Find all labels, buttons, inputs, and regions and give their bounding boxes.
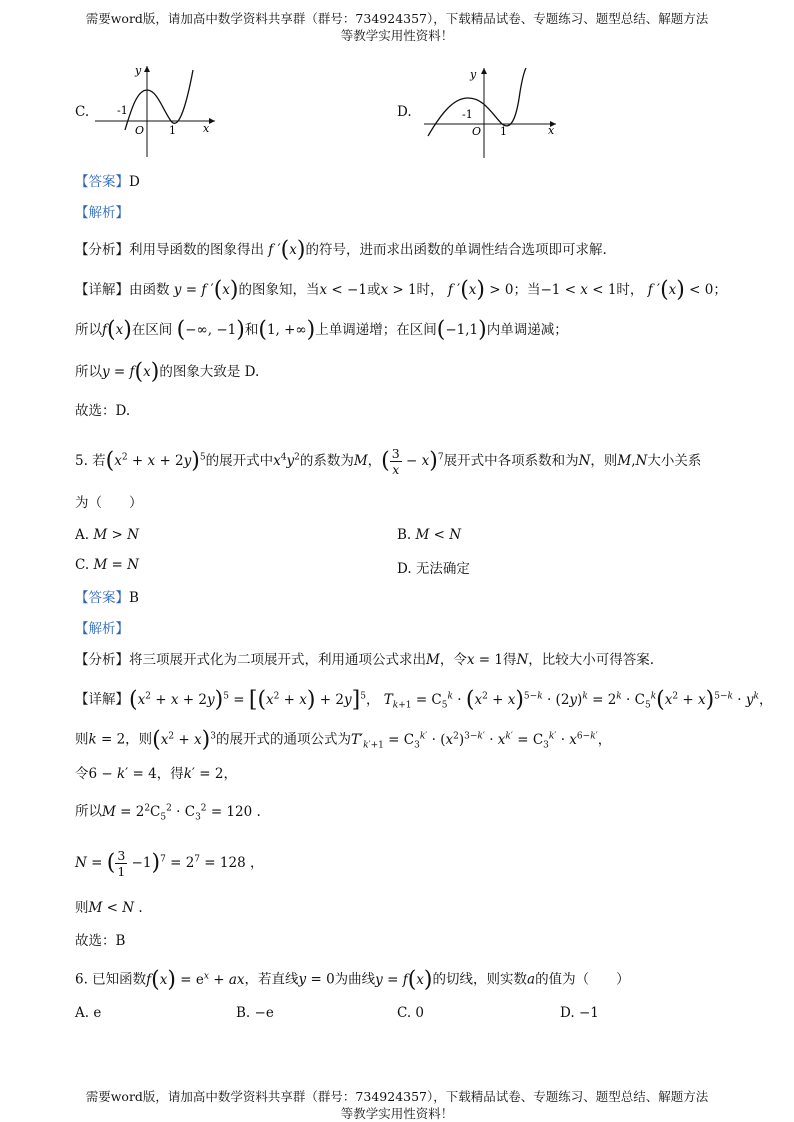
math-range: −1 < x < 1 <box>540 282 617 298</box>
math-k-eq-2: k = 2 <box>88 731 126 748</box>
math-y-eq-fx: y = f(x) <box>102 359 160 385</box>
q5-t-a: 的展开式中 <box>205 453 274 469</box>
graph-option-c <box>95 62 220 162</box>
q5-option-d[interactable]: D. 无法确定 <box>397 561 470 577</box>
q4-d2-c: 和 <box>244 322 259 338</box>
q6-option-a-value: e <box>93 1005 102 1021</box>
q5-fenxi-line <box>75 650 654 670</box>
q6-option-a-label: A. <box>75 1005 90 1021</box>
q6-num: 6. 已知函数 <box>75 971 147 988</box>
q4-fenxi-text-b: 的符号，进而求出函数的单调性结合选项即可求解. <box>305 242 607 258</box>
math-x-lt-neg1: x < −1 <box>319 282 367 298</box>
q4-guxuan: 故选：D. <box>75 403 131 419</box>
q5-t-c: 展开式中各项系数和为 <box>443 453 579 469</box>
math-M: M， <box>353 453 382 469</box>
q5-fenxi-a: 将三项展开式化为二项展开式，利用通项公式求出 <box>129 652 426 668</box>
q4-answer: D <box>129 174 140 190</box>
math-binom-cubed: $(x^2 + x)^3$ <box>152 727 216 752</box>
option-d-label: D. <box>397 104 412 120</box>
q5-answer: B <box>129 590 139 606</box>
q5-detail-line-4 <box>75 798 261 827</box>
q5-fenxi-d: ，比较大小可得答案. <box>528 652 655 668</box>
q4-d2-b: 在区间 <box>131 322 173 338</box>
math-6-minus-k: 6 − k′ = 4 <box>88 766 157 782</box>
q4-d2-a: 所以 <box>75 322 102 338</box>
graph-d-y-label: y <box>470 68 477 81</box>
math-expansion: $(x^2 + x + 2y)^5 = [(x^2 + x) + 2y]^5$， $T_{k+1} = C_5^k \cdot (x^2 + x)^{5-k} \cdot (2y)^k = 2^k \cdot C_5^k(x^2 + x)^{5-k} \cdot y^k$， <box>129 687 773 712</box>
q4-d2-d: 上单调递增；在区间 <box>315 322 437 338</box>
header-notice <box>0 10 794 44</box>
q4-fenxi-line <box>75 237 607 263</box>
math-interval-3: (−1,1) <box>436 317 487 343</box>
fenxi-tag: 【分析】 <box>75 652 129 668</box>
math-M-gt-N: M > N <box>93 527 139 543</box>
q5-guxuan: 故选：B <box>75 933 126 949</box>
q4-d3-b: 的图象大致是 D. <box>159 364 260 380</box>
q5-num: 5. 若 <box>75 453 106 469</box>
option-c-label: C. <box>75 104 90 120</box>
footer-notice <box>0 1088 794 1122</box>
header-line-1: 需要word版，请加高中数学资料共享群（群号：734924357），下载精品试卷、专题练习、题型总结、解题方法 <box>85 11 709 26</box>
math-M-value: $M = 2^2C_5^2 \cdot C_3^2 = 120$ . <box>102 803 261 823</box>
math-fprime: f ′(x) <box>268 237 306 263</box>
q5-t-b: 的系数为 <box>299 453 354 469</box>
math-N2: N <box>516 652 529 668</box>
q5-analysis-tag-line <box>75 619 129 639</box>
q5-l4-a: 所以 <box>75 803 102 820</box>
q6-option-b[interactable] <box>236 1005 274 1021</box>
math-y-eq-fprime: y = f ′(x) <box>173 277 239 303</box>
graph-c-one: 1 <box>169 124 176 137</box>
footer-line-2: 等教学实用性资料！ <box>340 1106 454 1121</box>
q5-option-a[interactable] <box>75 527 139 543</box>
math-x-eq-1: x = 1 <box>466 652 503 668</box>
graph-d-origin: O <box>472 125 482 138</box>
q6-option-b-label: B. <box>236 1005 251 1021</box>
graph-c-x-label: x <box>203 122 210 135</box>
q4-d1-c: 或 <box>366 282 381 298</box>
q5-l6-a: 则 <box>75 900 89 916</box>
math-interval-1: (−∞, −1) <box>176 317 245 343</box>
q6-option-d-label: D. <box>560 1005 575 1021</box>
math-x-gt-1: x > 1 <box>380 282 417 298</box>
footer-line-1: 需要word版，请加高中数学资料共享群（群号：734924357），下载精品试卷、专题练习、题型总结、解题方法 <box>85 1089 709 1104</box>
analysis-tag: 【解析】 <box>75 205 129 221</box>
q6-t-c: 的切线，则实数 <box>432 971 528 988</box>
q4-d1-b: 的图象知，当 <box>238 282 320 298</box>
xiangjie-tag: 【详解】 <box>75 691 129 708</box>
graph-d-x-label: x <box>548 124 555 137</box>
q5-detail-line-6 <box>75 898 143 918</box>
graph-c-neg-one: -1 <box>117 104 128 117</box>
graph-c-y-label: y <box>135 64 142 77</box>
math-M-lt-N-2: M < N . <box>88 900 143 916</box>
q5-l2-b: ，则 <box>125 731 153 748</box>
q5-detail-line-2 <box>75 726 611 755</box>
q5-option-a-label: A. <box>75 527 90 543</box>
math-M-lt-N: M < N <box>415 527 462 543</box>
math-fprime-lt0: f ′(x) < 0 <box>647 277 714 303</box>
math-fx: f(x) <box>102 317 132 343</box>
math-binom-3x: ( $\frac{3}{x}$ − x)$^7$ <box>381 446 444 477</box>
answer-tag: 【答案】 <box>75 174 129 190</box>
math-N-value: N = ( $\frac{3}{1}$ $-1)^7 = 2^7 = 128$ ， <box>75 848 264 879</box>
math-M-eq-N: M = N <box>93 557 139 573</box>
graph-d-one: 1 <box>500 125 507 138</box>
math-N: N <box>578 453 591 469</box>
q4-d1-d: 时， <box>416 282 444 298</box>
q5-fenxi-c: 得 <box>502 652 517 668</box>
q4-d1-g: ； <box>713 282 727 298</box>
q5-option-c[interactable] <box>75 557 139 573</box>
q6-question-line <box>75 966 630 990</box>
q5-t-e: 大小关系 <box>647 453 702 469</box>
q4-d1-f: 时， <box>616 282 644 298</box>
q5-t-d: ，则 <box>590 453 618 469</box>
graph-d-neg-one: -1 <box>462 108 473 121</box>
q5-detail-line-1 <box>75 686 772 715</box>
q5-l3-a: 令 <box>75 766 89 782</box>
q6-t-d: 的值为（ ） <box>535 971 630 988</box>
q6-option-d-value: −1 <box>578 1005 599 1021</box>
graph-option-d <box>422 62 562 162</box>
q4-d3-a: 所以 <box>75 364 102 380</box>
math-x4y2: $x^4y^2$ <box>273 452 300 469</box>
math-MN: M,N <box>617 453 648 469</box>
xiangjie-tag: 【详解】 <box>75 282 129 298</box>
q5-l3-b: ，得 <box>156 766 184 782</box>
q4-d1-a: 由函数 <box>129 282 170 298</box>
math-general-term: $T'_{k'+1} = C_3^{k'} \cdot (x^2)^{3-k'} \cdot x^{k'} = C_3^{k'} \cdot x^{6-k'}$， <box>350 731 612 751</box>
q5-l2-a: 则 <box>75 731 89 748</box>
q4-d1-e: ；当 <box>513 282 541 298</box>
q6-option-d[interactable] <box>560 1005 599 1021</box>
analysis-tag: 【解析】 <box>75 621 129 637</box>
math-a: a <box>527 971 536 988</box>
q4-detail-line-3 <box>75 359 260 385</box>
q4-detail-line-2 <box>75 317 568 343</box>
math-fprime-gt0: f ′(x) > 0 <box>447 277 514 303</box>
header-line-2: 等教学实用性资料！ <box>340 28 454 43</box>
q5-option-b[interactable] <box>397 527 461 543</box>
math-M2: M <box>426 652 440 668</box>
q4-d2-e: 内单调递减； <box>486 322 568 338</box>
math-interval-2: (1, +∞) <box>258 317 316 343</box>
q5-detail-line-3 <box>75 764 237 784</box>
q6-option-b-value: −e <box>254 1005 274 1021</box>
math-y-eq-0: y = 0 <box>298 971 335 988</box>
q4-analysis-tag-line <box>75 203 129 223</box>
q6-t-a: ，若直线 <box>244 971 299 988</box>
q4-answer-line <box>75 172 140 192</box>
math-trinomial: $(x^2 + x + 2y)^5$ <box>105 448 206 474</box>
q4-detail-line-1 <box>75 277 727 303</box>
math-k-prime-eq-2: k′ = 2， <box>183 766 237 782</box>
math-curve: y = f(x) <box>375 967 433 992</box>
fenxi-tag: 【分析】 <box>75 242 129 258</box>
answer-tag: 【答案】 <box>75 590 129 606</box>
q5-question-line-1 <box>75 446 701 477</box>
q4-fenxi-text-a: 利用导函数的图象得出 <box>129 242 264 258</box>
q5-fenxi-b: ，令 <box>439 652 467 668</box>
q6-option-a[interactable] <box>75 1005 101 1021</box>
q6-t-b: 为曲线 <box>334 971 376 988</box>
q5-l2-c: 的展开式的通项公式为 <box>215 731 351 748</box>
q5-option-b-label: B. <box>397 527 412 543</box>
math-fx-def: $f(x) = e^x$ + ax <box>146 967 245 992</box>
q5-answer-line <box>75 588 139 608</box>
graph-c-origin: O <box>135 124 145 137</box>
q5-detail-line-5 <box>75 848 263 879</box>
q5-question-line-2: 为（ ） <box>75 495 143 511</box>
q5-option-c-label: C. <box>75 557 90 573</box>
q6-option-c[interactable]: C. 0 <box>397 1005 425 1021</box>
